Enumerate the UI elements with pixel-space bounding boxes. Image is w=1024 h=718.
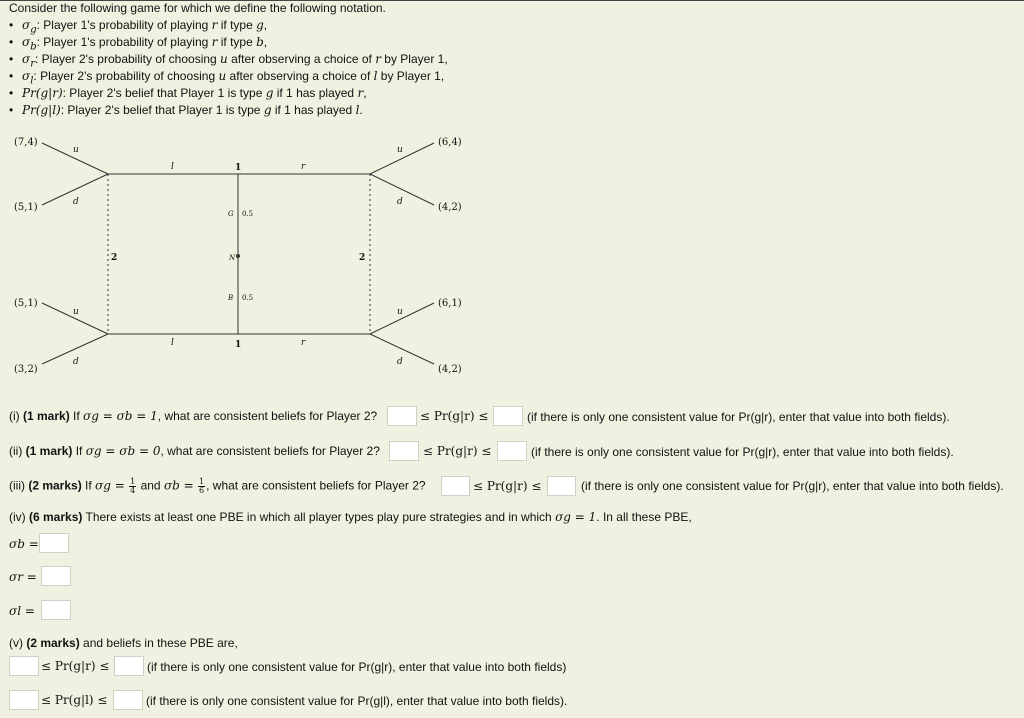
v-pr-gr-lower-input[interactable]: [9, 656, 39, 676]
player-label: 1: [235, 163, 242, 173]
player-label: 2: [111, 253, 118, 263]
q2-note: (if there is only one consistent value for Pr(g|r), enter that value into both fields).: [531, 445, 954, 459]
q2-upper-input[interactable]: [497, 441, 527, 461]
fraction-one-quarter: $\frac{1}{4}$: [130, 477, 136, 495]
sigma-r-input[interactable]: [41, 566, 71, 586]
question-iii: (iii) (2 marks) If σg = $\frac{1}{4}$ and σb = $\frac{1}{6}$ , what are consistent beliefs for Player 2?: [9, 477, 426, 495]
pr-g-l-label: ≤ Pr(g|l) ≤: [41, 693, 108, 707]
question-v: (v) (2 marks) and beliefs in these PBE are,: [9, 636, 238, 650]
payoff-label: (6,4): [438, 137, 462, 148]
q3-lower-input[interactable]: [441, 476, 470, 496]
question-ii: (ii) (1 mark) If σg = σb = 0, what are consistent beliefs for Player 2?: [9, 444, 380, 458]
player-label: 2: [359, 253, 366, 263]
question-i: (i) (1 mark) If σg = σb = 1, what are consistent beliefs for Player 2?: [9, 409, 378, 423]
nature-node: [236, 254, 240, 258]
sigma-b-label: σb =: [9, 537, 39, 551]
action-label: r: [301, 162, 306, 172]
definition-item: • $\sigma_l$: Player 2's probability of choosing u after observing a choice of l by Player 1,: [8, 68, 448, 85]
action-label: u: [73, 307, 79, 317]
action-label: u: [397, 307, 403, 317]
pr-g-r-label: ≤ Pr(g|r) ≤: [41, 659, 110, 673]
action-label: r: [301, 338, 306, 348]
v-pr-gl-lower-input[interactable]: [9, 690, 39, 710]
definition-item: • $\sigma_r$: Player 2's probability of choosing u after observing a choice of r by Player 1,: [8, 51, 448, 68]
v-pr-gr-upper-input[interactable]: [114, 656, 144, 676]
prob-label: 0.5: [242, 210, 254, 218]
action-label: d: [73, 357, 79, 367]
q2-lower-input[interactable]: [389, 441, 419, 461]
definition-item: • $\sigma_b$: Player 1's probability of playing r if type b,: [8, 34, 448, 51]
action-label: u: [397, 145, 403, 155]
payoff-label: (4,2): [438, 364, 462, 375]
player-label: 1: [235, 340, 242, 350]
pr-g-r-label: ≤ Pr(g|r) ≤: [420, 409, 489, 423]
action-label: d: [73, 197, 79, 207]
action-label: d: [397, 357, 403, 367]
sigma-l-input[interactable]: [41, 600, 71, 620]
fraction-one-sixth: $\frac{1}{6}$: [199, 477, 205, 495]
action-label: l: [171, 162, 174, 172]
q1-lower-input[interactable]: [387, 406, 417, 426]
action-label: u: [73, 145, 79, 155]
action-label: l: [171, 338, 174, 348]
payoff-label: (3,2): [14, 364, 38, 375]
prob-label: 0.5: [242, 294, 254, 302]
payoff-label: (7,4): [14, 137, 38, 148]
action-label: d: [397, 197, 403, 207]
v-gr-note: (if there is only one consistent value for Pr(g|r), enter that value into both fields): [147, 660, 567, 674]
definition-item: • Pr(g|r): Player 2's belief that Player 1 is type g if 1 has played r,: [8, 85, 448, 102]
v-gl-note: (if there is only one consistent value for Pr(g|l), enter that value into both fields).: [146, 694, 568, 708]
q3-upper-input[interactable]: [547, 476, 576, 496]
pr-g-r-label: ≤ Pr(g|r) ≤: [473, 479, 542, 493]
pr-g-r-label: ≤ Pr(g|r) ≤: [423, 444, 492, 458]
type-label: B: [228, 294, 234, 302]
q1-upper-input[interactable]: [493, 406, 523, 426]
type-label: G: [228, 210, 234, 218]
payoff-label: (5,1): [14, 298, 38, 309]
definition-item: • Pr(g|l): Player 2's belief that Player 1 is type g if 1 has played l.: [8, 102, 448, 119]
v-pr-gl-upper-input[interactable]: [113, 690, 143, 710]
question-iv: (iv) (6 marks) There exists at least one PBE in which all player types play pure strategies and in which σg = 1. In all these PBE,: [9, 510, 692, 524]
payoff-label: (5,1): [14, 202, 38, 213]
intro-text: Consider the following game for which we define the following notation.: [9, 1, 386, 15]
sigma-l-label: σl =: [9, 604, 35, 618]
payoff-label: (4,2): [438, 202, 462, 213]
definition-item: • $\sigma_g$: Player 1's probability of playing r if type g,: [8, 17, 448, 34]
sigma-r-label: σr =: [9, 570, 37, 584]
sigma-b-input[interactable]: [39, 533, 69, 553]
payoff-label: (6,1): [438, 298, 462, 309]
nature-label: N: [229, 254, 236, 262]
q1-note: (if there is only one consistent value for Pr(g|r), enter that value into both fields).: [527, 410, 950, 424]
q3-note: (if there is only one consistent value for Pr(g|r), enter that value into both fields).: [581, 479, 1004, 493]
